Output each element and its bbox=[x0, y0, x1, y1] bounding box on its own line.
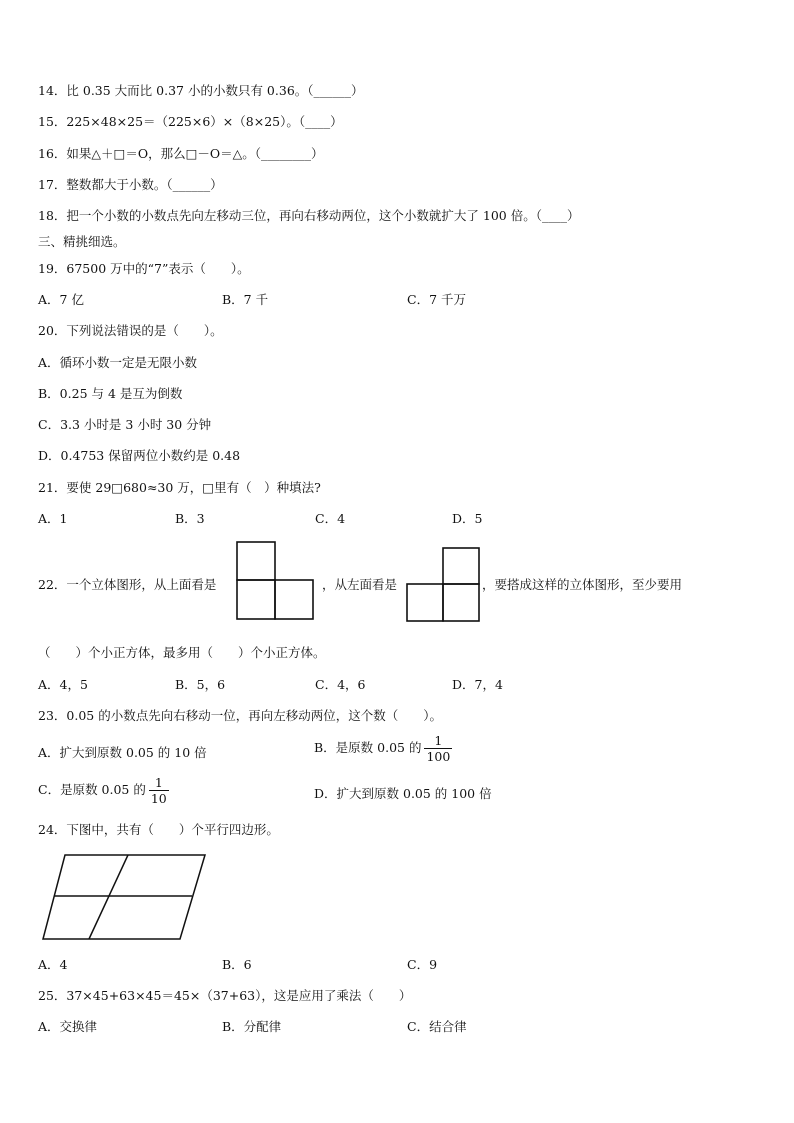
question-21-option-d[interactable]: D．5 bbox=[452, 511, 483, 526]
question-25-option-c[interactable]: C．结合律 bbox=[407, 1019, 467, 1034]
fraction-denominator: 10 bbox=[150, 791, 167, 806]
question-24-stem: 24．下图中，共有（ ）个平行四边形。 bbox=[38, 822, 279, 837]
question-20-option-d[interactable]: D．0.4753 保留两位小数约是 0.48 bbox=[38, 448, 241, 463]
question-23-option-d[interactable]: D．扩大到原数 0.05 的 100 倍 bbox=[314, 786, 492, 801]
question-19-option-b[interactable]: B．7 千 bbox=[222, 292, 269, 307]
question-19-option-a[interactable]: A．7 亿 bbox=[38, 292, 84, 307]
question-23-option-b-text: B．是原数 0.05 的 bbox=[314, 740, 422, 755]
question-20-stem: 20．下列说法错误的是（ ）。 bbox=[38, 323, 223, 338]
question-20-option-c[interactable]: C．3.3 小时是 3 小时 30 分钟 bbox=[38, 417, 212, 432]
question-16: 16．如果△＋□＝O，那么□－O＝△。（________） bbox=[38, 146, 324, 161]
question-21-option-c[interactable]: C．4 bbox=[315, 511, 346, 526]
fraction-numerator: 1 bbox=[424, 733, 452, 749]
parallelogram-figure bbox=[40, 853, 210, 943]
question-22-option-b[interactable]: B．5，6 bbox=[175, 677, 226, 692]
fraction-one-hundredth bbox=[424, 733, 452, 764]
question-21-option-a[interactable]: A．1 bbox=[38, 511, 68, 526]
top-view-figure bbox=[236, 541, 316, 621]
question-23-option-c-text: C．是原数 0.05 的 bbox=[38, 782, 146, 797]
question-23-option-a[interactable]: A．扩大到原数 0.05 的 10 倍 bbox=[38, 745, 207, 760]
question-21-option-b[interactable]: B．3 bbox=[175, 511, 205, 526]
left-view-figure bbox=[406, 547, 484, 623]
question-22-part1: 22．一个立体图形，从上面看是 bbox=[38, 577, 217, 592]
question-25-stem: 25．37×45+63×45＝45×（37+63），这是应用了乘法（ ） bbox=[38, 988, 412, 1003]
question-18: 18．把一个小数的小数点先向左移动三位，再向右移动两位，这个小数就扩大了 100 倍。（____） bbox=[38, 208, 580, 223]
question-24-option-c[interactable]: C．9 bbox=[407, 957, 438, 972]
question-19-stem: 19．67500 万中的“7”表示（ ）。 bbox=[38, 261, 250, 276]
question-22-option-a[interactable]: A．4，5 bbox=[38, 677, 88, 692]
question-22-option-c[interactable]: C．4，6 bbox=[315, 677, 366, 692]
question-23-option-c[interactable] bbox=[38, 775, 169, 806]
question-20-option-b[interactable]: B．0.25 与 4 是互为倒数 bbox=[38, 386, 183, 401]
question-24-option-a[interactable]: A．4 bbox=[38, 957, 68, 972]
question-25-option-b[interactable]: B．分配律 bbox=[222, 1019, 282, 1034]
question-21-stem: 21．要使 29□680≈30 万，□里有（ ）种填法? bbox=[38, 480, 321, 495]
fraction-numerator: 1 bbox=[149, 775, 169, 791]
question-24-option-b[interactable]: B．6 bbox=[222, 957, 252, 972]
fraction-one-tenth bbox=[149, 775, 169, 806]
question-23-stem: 23．0.05 的小数点先向右移动一位，再向左移动两位，这个数（ ）。 bbox=[38, 708, 442, 723]
section-title: 三、精挑细选。 bbox=[38, 234, 126, 249]
question-22-part2: ，从左面看是 bbox=[322, 577, 398, 592]
question-15: 15．225×48×25＝（225×6）×（8×25）。（____） bbox=[38, 114, 343, 129]
question-20-option-a[interactable]: A．循环小数一定是无限小数 bbox=[38, 355, 198, 370]
question-22-part3: ，要搭成这样的立体图形，至少要用 bbox=[482, 577, 683, 592]
question-22-line2: （ ）个小正方体，最多用（ ）个小正方体。 bbox=[38, 645, 326, 660]
question-17: 17．整数都大于小数。（______） bbox=[38, 177, 223, 192]
question-22-option-d[interactable]: D．7，4 bbox=[452, 677, 503, 692]
question-23-option-b[interactable] bbox=[314, 733, 452, 764]
question-14: 14．比 0.35 大而比 0.37 小的小数只有 0.36。（______） bbox=[38, 83, 364, 98]
question-19-option-c[interactable]: C．7 千万 bbox=[407, 292, 466, 307]
fraction-denominator: 100 bbox=[426, 749, 451, 764]
question-25-option-a[interactable]: A．交换律 bbox=[38, 1019, 98, 1034]
